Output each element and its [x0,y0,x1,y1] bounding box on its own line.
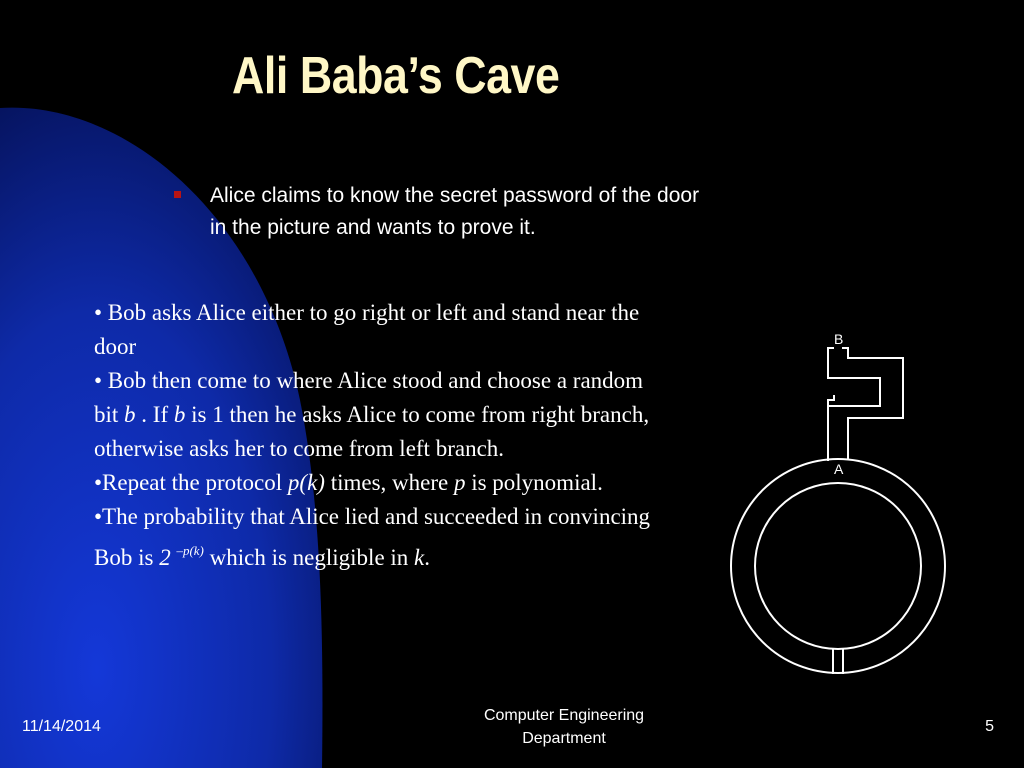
formula-exponent: –p(k) [176,543,204,558]
intro-line-2: in the picture and wants to prove it. [210,216,536,239]
footer-line-1: Computer Engineering [483,707,645,724]
label-b: B [834,331,844,347]
var-b: b [173,402,186,427]
label-a: A [834,461,844,477]
cave-diagram [700,320,960,680]
cave-outer-ring [731,459,945,673]
var-b: b [124,402,136,427]
text-span: is polynomial. [465,470,603,495]
page-number: 5 [985,718,994,735]
text-span: •The probability that Alice lied and succeeded in convincing Bob is [94,504,651,570]
intro-bullet-text [210,180,820,244]
protocol-description [94,296,669,575]
text-span: •Repeat the protocol [94,470,288,495]
protocol-step-3 [94,466,669,500]
protocol-step-2 [94,364,669,466]
text-span: is 1 then he asks Alice to come from right branch, otherwise asks her to come from left branch. [94,402,650,461]
formula-base: 2 [159,545,177,570]
cave-corridor-left [828,348,880,461]
bullet-square-icon [174,191,181,198]
slide-title: Ali Baba’s Cave [232,47,560,105]
protocol-step-4 [94,500,669,575]
var-p: p [453,470,466,495]
text-span: times, where [324,470,454,495]
protocol-step-1: • Bob asks Alice either to go right or left and stand near the door [94,300,640,359]
text-span: • Bob then come to where Alice stood and choose a random bit [94,368,644,427]
text-span: which is negligible in [203,545,415,570]
footer-department [440,704,688,750]
footer-date: 11/14/2014 [22,718,101,735]
cave-corridor-right [842,348,903,460]
text-span: . If [135,402,174,427]
footer-line-2: Department [522,730,606,747]
intro-line-1: Alice claims to know the secret password of the door [210,184,700,207]
text-span: . [424,545,431,570]
var-k: k [414,545,425,570]
cave-inner-ring [755,483,921,649]
var-pk: p(k) [287,470,325,495]
